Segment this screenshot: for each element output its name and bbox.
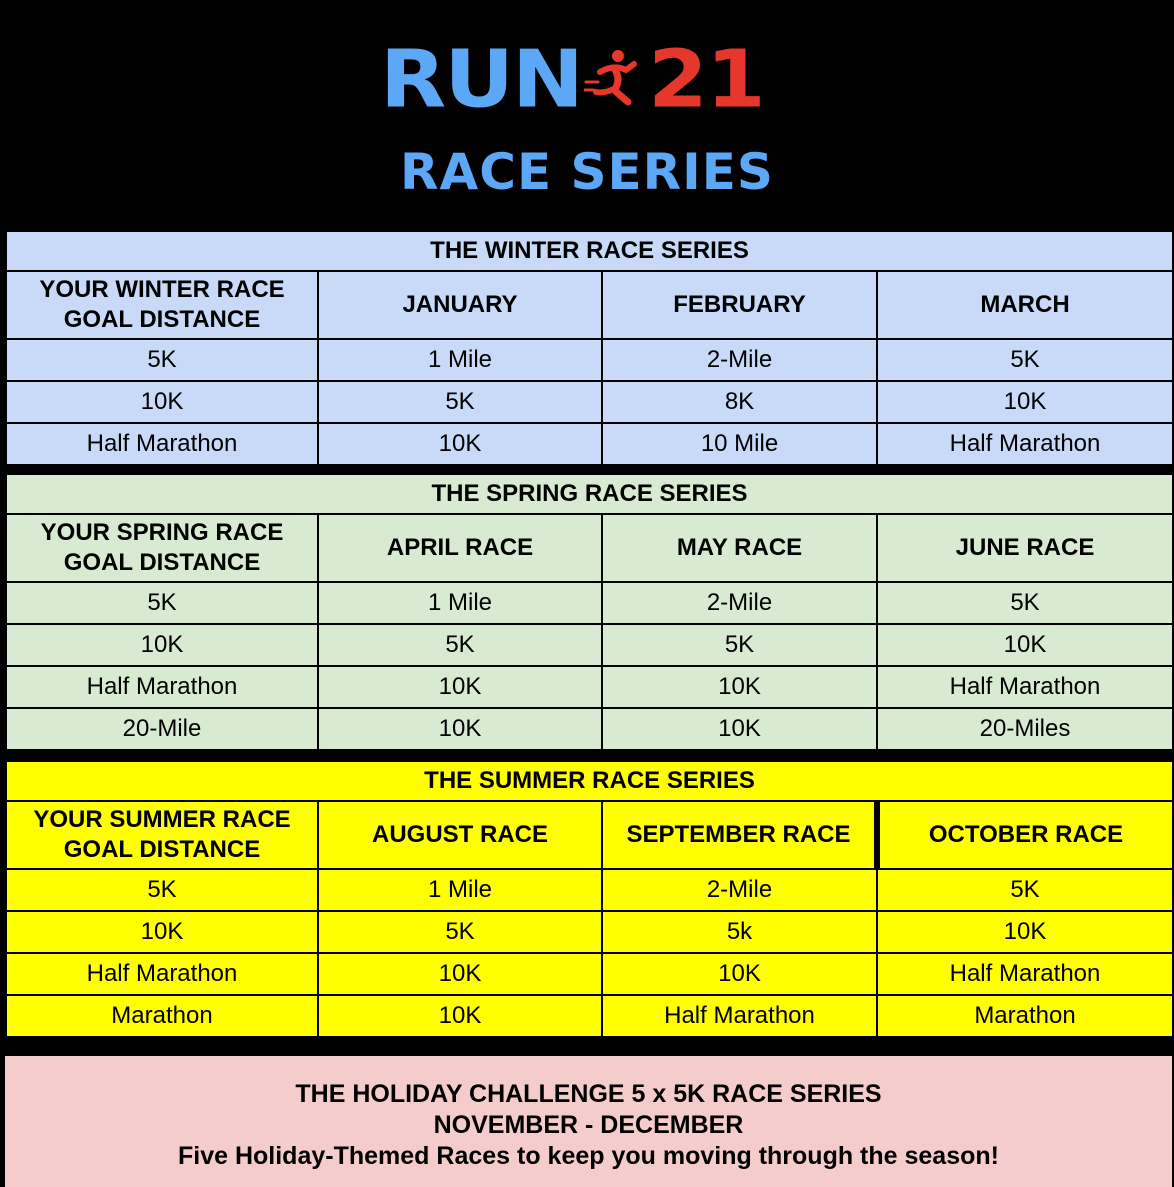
table-cell: 2-Mile	[602, 582, 877, 624]
spring-title: THE SPRING RACE SERIES	[6, 474, 1173, 514]
table-cell: 5K	[318, 911, 602, 953]
column-header: OCTOBER RACE	[877, 801, 1173, 869]
table-cell: 5K	[318, 624, 602, 666]
table-title-row	[6, 761, 1173, 801]
table-header-row	[6, 271, 1173, 339]
table-cell: 5K	[877, 339, 1173, 381]
table-cell: 10K	[877, 381, 1173, 423]
table-cell: 1 Mile	[318, 869, 602, 911]
holiday-challenge-box	[5, 1050, 1172, 1187]
table-cell: 2-Mile	[602, 339, 877, 381]
table-row	[6, 381, 1173, 423]
winter-title: THE WINTER RACE SERIES	[6, 231, 1173, 271]
table-cell: 5K	[6, 582, 318, 624]
table-cell: Half Marathon	[6, 666, 318, 708]
table-row	[6, 582, 1173, 624]
table-cell: 10K	[877, 911, 1173, 953]
column-header: JUNE RACE	[877, 514, 1173, 582]
table-row	[6, 339, 1173, 381]
table-cell: 10K	[318, 708, 602, 750]
column-header: MAY RACE	[602, 514, 877, 582]
header	[0, 0, 1174, 228]
table-cell: 1 Mile	[318, 339, 602, 381]
table-cell: 5K	[877, 582, 1173, 624]
table-cell: Half Marathon	[877, 953, 1173, 995]
table-cell: 5K	[6, 339, 318, 381]
table-cell: 10K	[318, 666, 602, 708]
holiday-dates: NOVEMBER - DECEMBER	[433, 1111, 744, 1139]
table-cell: 20-Miles	[877, 708, 1173, 750]
table-cell: 10K	[602, 953, 877, 995]
table-cell: 5K	[602, 624, 877, 666]
table-cell: 2-Mile	[602, 869, 877, 911]
table-row	[6, 995, 1173, 1037]
table-row	[6, 624, 1173, 666]
table-cell: Half Marathon	[877, 666, 1173, 708]
column-header: YOUR SUMMER RACE GOAL DISTANCE	[6, 801, 318, 869]
run21-logo	[380, 34, 764, 126]
table-cell: 5K	[6, 869, 318, 911]
holiday-description: Five Holiday-Themed Races to keep you moving through the season!	[178, 1142, 999, 1170]
table-cell: 10K	[602, 708, 877, 750]
spring-table	[5, 473, 1174, 751]
table-row	[6, 869, 1173, 911]
table-cell: Half Marathon	[6, 423, 318, 465]
table-title-row	[6, 231, 1173, 271]
running-person-icon	[584, 42, 646, 118]
table-row	[6, 708, 1173, 750]
table-cell: 10K	[318, 423, 602, 465]
table-row	[6, 423, 1173, 465]
table-cell: Half Marathon	[6, 953, 318, 995]
table-cell: 10K	[318, 995, 602, 1037]
table-cell: Half Marathon	[602, 995, 877, 1037]
column-header: MARCH	[877, 271, 1173, 339]
table-cell: Marathon	[6, 995, 318, 1037]
table-cell: 1 Mile	[318, 582, 602, 624]
table-header-row	[6, 514, 1173, 582]
column-header: APRIL RACE	[318, 514, 602, 582]
table-cell: 10 Mile	[602, 423, 877, 465]
table-row	[6, 666, 1173, 708]
summer-table	[5, 760, 1174, 1038]
table-cell: 5K	[318, 381, 602, 423]
column-header: YOUR WINTER RACE GOAL DISTANCE	[6, 271, 318, 339]
winter-table	[5, 230, 1174, 466]
table-cell: Marathon	[877, 995, 1173, 1037]
column-header: AUGUST RACE	[318, 801, 602, 869]
table-row	[6, 953, 1173, 995]
table-cell: 10K	[318, 953, 602, 995]
table-cell: 20-Mile	[6, 708, 318, 750]
table-cell: 8K	[602, 381, 877, 423]
table-cell: 10K	[6, 911, 318, 953]
table-cell: 10K	[6, 624, 318, 666]
summer-title: THE SUMMER RACE SERIES	[6, 761, 1173, 801]
column-header: YOUR SPRING RACE GOAL DISTANCE	[6, 514, 318, 582]
table-header-row	[6, 801, 1173, 869]
column-header: SEPTEMBER RACE	[602, 801, 877, 869]
logo-21-text: 21	[648, 34, 764, 126]
table-title-row	[6, 474, 1173, 514]
table-cell: 5k	[602, 911, 877, 953]
column-header: JANUARY	[318, 271, 602, 339]
table-cell: 5K	[877, 869, 1173, 911]
table-cell: 10K	[6, 381, 318, 423]
table-cell: 10K	[602, 666, 877, 708]
table-row	[6, 911, 1173, 953]
page-title: RACE SERIES	[400, 143, 774, 201]
column-header: FEBRUARY	[602, 271, 877, 339]
table-cell: Half Marathon	[877, 423, 1173, 465]
logo-run-text: RUN	[380, 34, 583, 126]
table-cell: 10K	[877, 624, 1173, 666]
holiday-title: THE HOLIDAY CHALLENGE 5 x 5K RACE SERIES	[295, 1080, 882, 1108]
